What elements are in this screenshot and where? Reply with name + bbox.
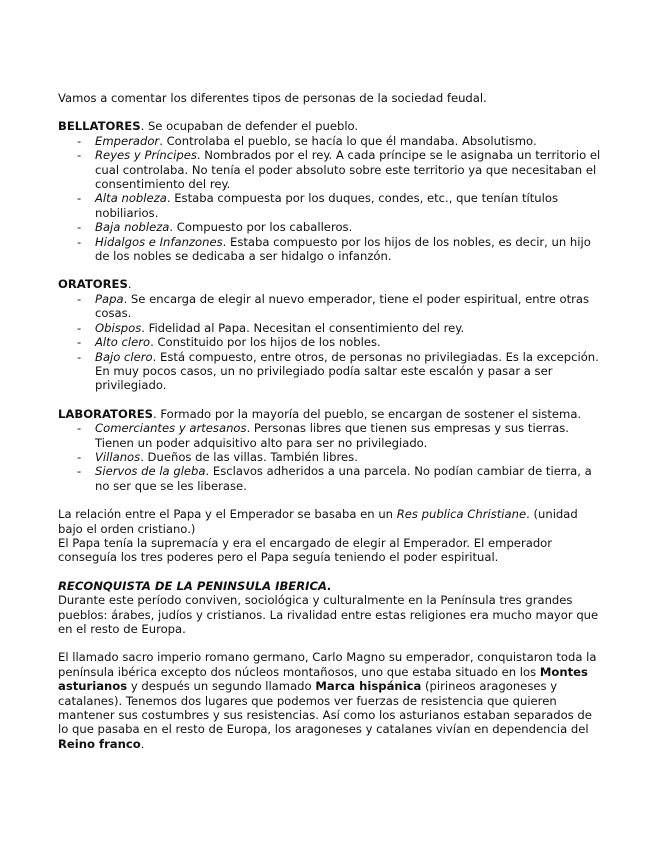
item-term: Villanos (95, 449, 141, 464)
bellatores-title: BELLATORES (58, 119, 141, 134)
list-item (58, 148, 603, 191)
item-text: . Estaba compuesto por los hijos de los nobles, es decir, un hijo de los nobles se dedicaba a ser hidalgo o infanzón. (95, 234, 591, 264)
list-item (58, 220, 603, 234)
dash-bullet: - (77, 349, 82, 364)
list-item (58, 292, 603, 321)
laboratores-list (58, 421, 603, 493)
dash-bullet: - (77, 148, 82, 163)
item-term: Alta nobleza (95, 191, 167, 206)
list-item (58, 335, 603, 349)
list-item (58, 350, 603, 393)
list-item (58, 464, 603, 493)
list-item (58, 134, 603, 148)
reconquista-paragraph-2 (58, 650, 603, 751)
list-item (58, 191, 603, 220)
dash-bullet: - (77, 220, 82, 235)
item-text: . Estaba compuesta por los duques, condes, etc., que tenían títulos nobiliarios. (95, 191, 559, 220)
dash-bullet: - (77, 421, 82, 436)
item-term: Reyes y Príncipes (95, 148, 197, 163)
item-term: Baja nobleza (95, 220, 170, 235)
item-text: . Fidelidad al Papa. Necesitan el consentimiento del rey. (141, 320, 465, 335)
item-text: . Esclavos adheridos a una parcela. No podían cambiar de tierra, a no ser que se les liberase. (95, 464, 592, 493)
item-text: . Nombrados por el rey. A cada príncipe se le asignaba un territorio el cual controlaba. No tenía el poder absoluto sobre este territorio ya que necesitaban el consentimiento del rey. (95, 148, 601, 192)
dash-bullet: - (77, 191, 82, 206)
item-text: . Se encarga de elegir al nuevo emperador, tiene el poder espiritual, entre otras cosas. (95, 291, 590, 321)
item-term: Hidalgos e Infanzones (95, 234, 223, 249)
p2-text-d: (pirineos aragoneses y catalanes). Tenemos dos lugares que podemos ver fuerzas de resistencia que quieren mantener sus costumbres y sus resistencias. Así como los asturianos estaban separados de lo que pasaba en el resto de Europa, los aragoneses y catalanes vivían en dependencia del (58, 679, 592, 737)
dash-bullet: - (77, 320, 82, 335)
laboratores-desc: . Formado por la mayoría del pueblo, se encargan de sostener el sistema. (153, 406, 582, 421)
p2-bold-montes: Montes asturianos (58, 664, 588, 694)
item-term: Emperador (95, 133, 160, 148)
item-term: Obispos (95, 320, 142, 335)
item-term: Comerciantes y artesanos (95, 421, 247, 436)
bellatores-list (58, 134, 603, 264)
list-item (58, 450, 603, 464)
item-text: . Constituido por los hijos de los nobles. (150, 335, 381, 350)
oratores-desc: . (127, 277, 132, 292)
bellatores-heading-line (58, 119, 603, 133)
relation-paragraph-2: El Papa tenía la supremacía y era el encargado de elegir al Emperador. El emperador conseguía los tres poderes pero el Papa seguía teniendo el poder espiritual. (58, 535, 553, 565)
laboratores-title: LABORATORES (58, 406, 154, 421)
relation-post: . (unidad bajo el orden cristiano.) (58, 507, 578, 536)
item-text: . Controlaba el pueblo, se hacía lo que él mandaba. Absolutismo. (159, 133, 537, 148)
oratores-title: ORATORES (58, 277, 128, 292)
item-term: Siervos de la gleba (95, 464, 206, 479)
p2-text-c: y después un segundo llamado (127, 679, 316, 694)
list-item (58, 321, 603, 335)
oratores-list (58, 292, 603, 393)
oratores-heading-line (58, 277, 603, 291)
p2-bold-marca: Marca hispánica (315, 679, 422, 694)
p2-text-a: El llamado sacro imperio romano germano, Carlo Magno su emperador, conquistaron toda la península ibérica excepto dos núcleos montañosos, uno que estaba situado en los (58, 650, 597, 679)
relation-pre: La relación entre el Papa y el Emperador se basaba en un (58, 507, 397, 522)
intro-paragraph: Vamos a comentar los diferentes tipos de personas de la sociedad feudal. (58, 91, 487, 105)
relation-paragraph (58, 507, 603, 536)
item-term: Alto clero (95, 335, 151, 350)
list-item (58, 235, 603, 264)
dash-bullet: - (77, 464, 82, 479)
reconquista-title: RECONQUISTA DE LA PENINSULA IBERICA. (58, 578, 332, 593)
document-page (58, 91, 603, 751)
p2-text-e: . (140, 736, 145, 751)
dash-bullet: - (77, 133, 82, 148)
laboratores-heading-line (58, 407, 603, 421)
list-item (58, 421, 603, 450)
dash-bullet: - (77, 291, 82, 306)
dash-bullet: - (77, 234, 82, 249)
item-term: Bajo clero (95, 349, 153, 364)
relation-em: Res publica Christiane (396, 507, 527, 522)
item-text: . Dueños de las villas. También libres. (140, 449, 358, 464)
item-text: . Personas libres que tienen sus empresas y sus tierras. Tienen un poder adquisitivo alto para ser no privilegiado. (95, 421, 569, 450)
reconquista-paragraph-1: Durante este período conviven, sociológica y culturalmente en la Península tres grandes pueblos: árabes, judíos y cristianos. La rivalidad entre estas religiones era mucho mayor que en el resto de Europa. (58, 593, 599, 636)
bellatores-desc: . Se ocupaban de defender el pueblo. (140, 119, 359, 134)
dash-bullet: - (77, 449, 82, 464)
item-text: . Compuesto por los caballeros. (169, 220, 353, 235)
dash-bullet: - (77, 335, 82, 350)
item-text: . Está compuesto, entre otros, de personas no privilegiadas. Es la excepción. En muy pocos casos, un no privilegiado podía saltar este escalón y pasar a ser privilegiado. (95, 349, 599, 393)
p2-bold-reino: Reino franco (58, 736, 141, 751)
item-term: Papa (95, 291, 124, 306)
